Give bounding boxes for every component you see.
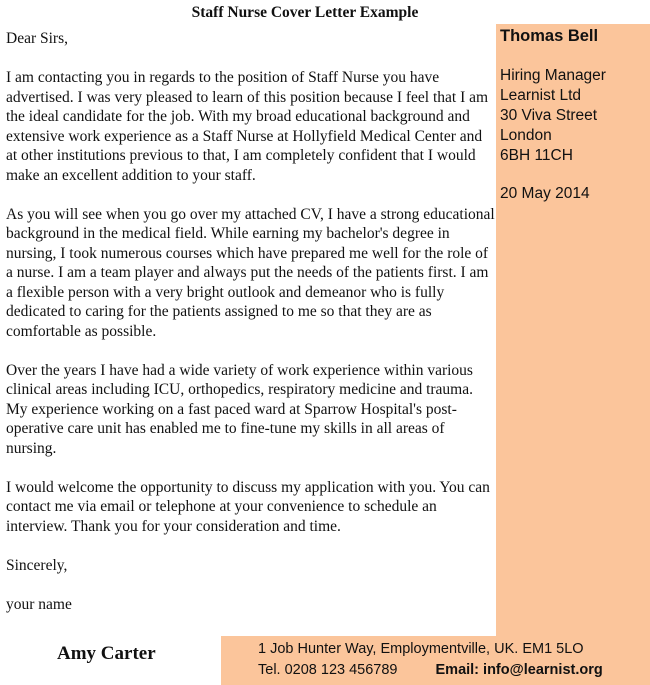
letter-body [6,29,495,614]
address-line: 30 Viva Street [500,107,598,124]
address-line: Hiring Manager [500,67,606,84]
salutation: Dear Sirs, [6,30,68,47]
letter-paragraph: As you will see when you go over my attached CV, I have a strong educational background in the medical field. While earning my bachelor's degree in nursing, I took numerous courses which have prepared me well for the role of a nurse. I am a team player and always put the needs of the patients first. I am a flexible person with a very bright outlook and demeanor who is fully dedicated to caring for the patients assigned to me so that they are as comfortable as possible. [6,205,495,340]
recipient-name: Thomas Bell [500,27,599,45]
page-title: Staff Nurse Cover Letter Example [191,4,419,21]
letter-date: 20 May 2014 [500,185,590,202]
sender-contact-line [258,662,603,678]
recipient-panel [496,24,650,636]
sender-telephone: Tel. 0208 123 456789 [258,662,398,678]
sender-email: Email: info@learnist.org [435,662,603,678]
recipient-address [500,66,606,166]
closing: Sincerely, [6,556,68,574]
name-placeholder: your name [6,595,72,613]
address-line: 6BH 11CH [500,147,573,164]
letter-paragraph: I am contacting you in regards to the position of Staff Nurse you have advertised. I was very pleased to learn of this position because I feel that I am the ideal candidate for the job. With my broad educational background and extensive work experience as a Staff Nurse at Hollyfield Medical Center and at other institutions previous to that, I am completely confident that I would make an excellent addition to your staff. [6,69,489,184]
signature: Amy Carter [57,643,156,664]
sender-address: 1 Job Hunter Way, Employmentville, UK. EM1 5LO [258,641,584,657]
address-line: Learnist Ltd [500,87,581,104]
letter-paragraph: Over the years I have had a wide variety of work experience within various clinical areas including ICU, orthopedics, respiratory medicine and trauma. My experience working on a fast paced ward at Sparrow Hospital's post-operative care unit has enabled me to fine-tune my skills in all areas of nursing. [6,361,473,457]
sender-contact-footer [221,636,650,685]
letter-paragraph: I would welcome the opportunity to discuss my application with you. You can contact me via email or telephone at your convenience to schedule an interview. Thank you for your consideration and time. [6,478,490,535]
address-line: London [500,127,552,144]
